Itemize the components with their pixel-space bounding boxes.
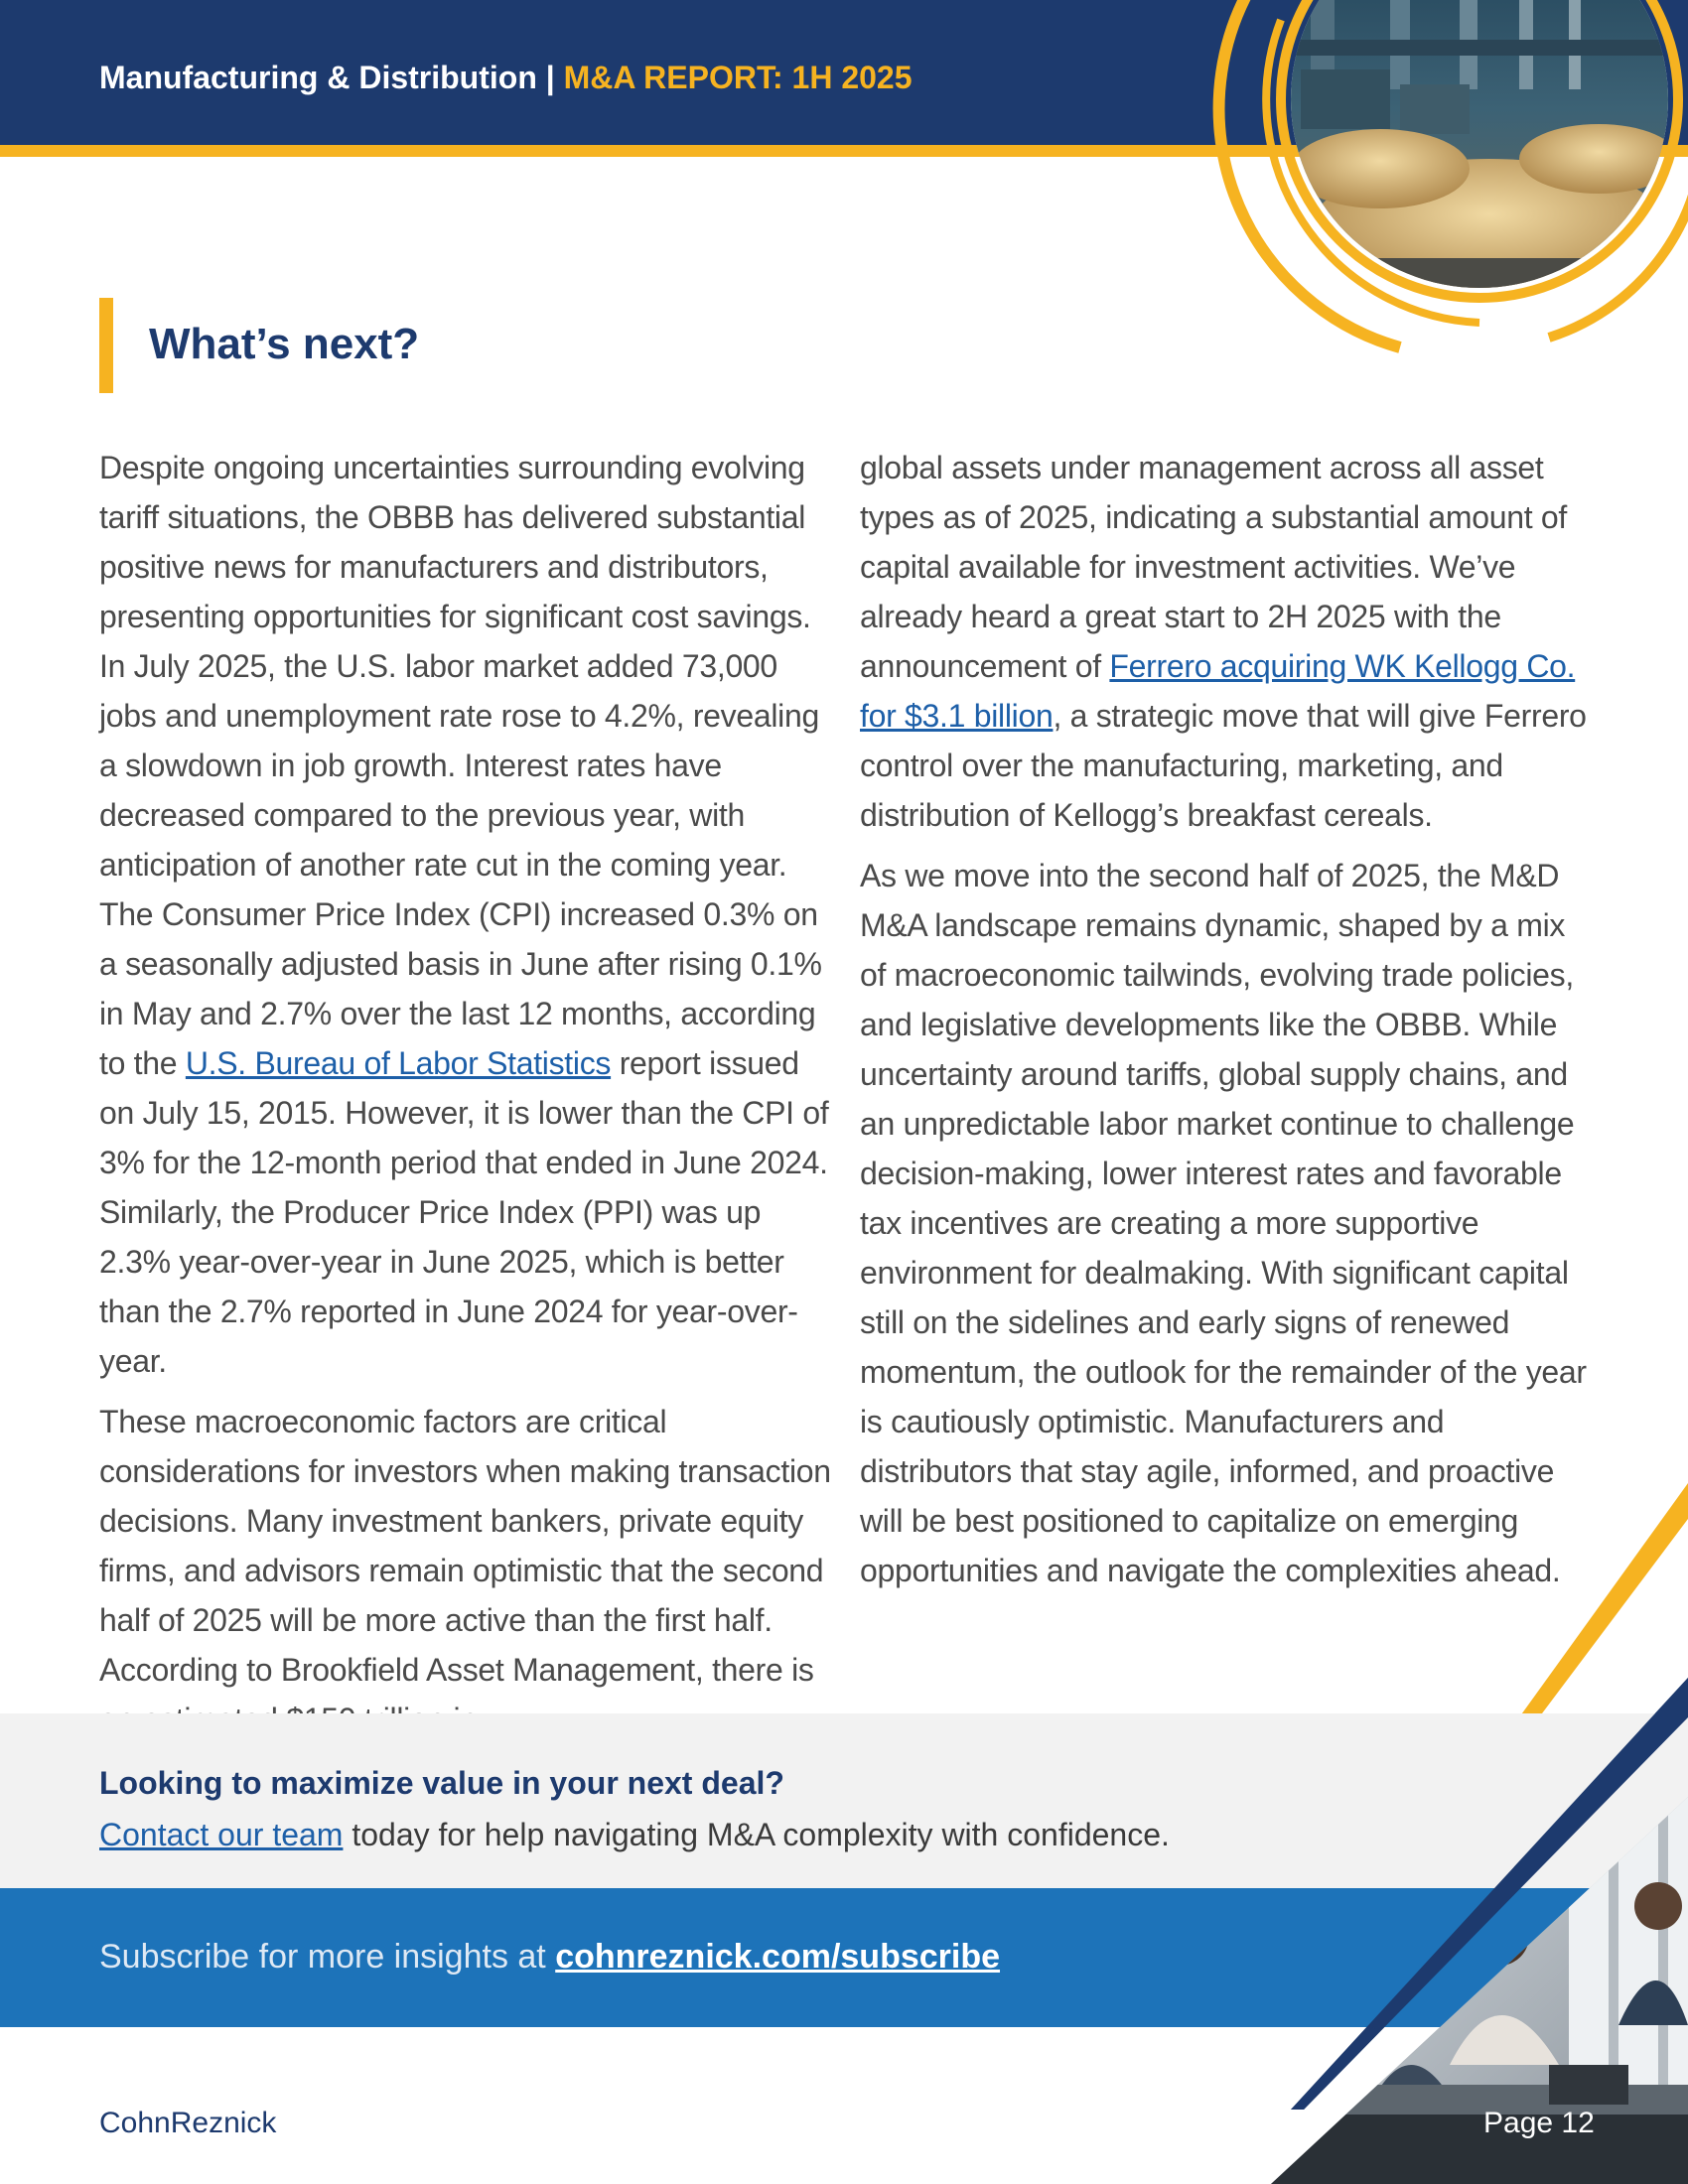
header-title-main: Manufacturing & Distribution: [99, 60, 537, 95]
cta-text: [99, 1817, 1170, 1853]
cta-title: Looking to maximize value in your next deal?: [99, 1765, 784, 1801]
left-p1-text-a: Despite ongoing uncertainties surrounding evolving tariff situations, the OBBB has delivered substantial positive news for manufacturers and distributors, presenting opportunities for significant cost savings. In July 2025, the U.S. labor market added 73,000 jobs and unemployment rate rose to 4.2%, revealing a slowdown in job growth. Interest rates have decreased compared to the previous year, with anticipation of another rate cut in the coming year. The Consumer Price Index (CPI) increased 0.3% on a seasonally adjusted basis in June after rising 0.1% in May and 2.7% over the last 12 months, according to the: [99, 450, 822, 1081]
section-title: What’s next?: [149, 320, 420, 368]
right-paragraph-1: [860, 443, 1595, 840]
bls-link[interactable]: U.S. Bureau of Labor Statistics: [185, 1045, 612, 1081]
right-p1-text-a: global assets under management across all asset types as of 2025, indicating a substantial amount of capital available for investment activities. We’ve already heard a great start to 2H 2025 with the announcement of: [860, 450, 1567, 684]
subscribe-label: Subscribe for more insights at: [99, 1938, 556, 1976]
contact-team-link[interactable]: Contact our team: [99, 1817, 344, 1852]
right-p1-text-b: , a strategic move that will give Ferrero control over the manufacturing, marketing, and distribution of Kellogg’s breakfast cereals.: [860, 698, 1587, 833]
section-accent-bar: [99, 298, 113, 393]
cohnreznick-logo: CohnReznick: [99, 2107, 277, 2139]
grain-factory-photo: [1162, 0, 1688, 357]
header-title: [99, 60, 913, 96]
left-p1-text-b: report issued on July 15, 2015. However, it is lower than the CPI of 3% for the 12-month period that ended in June 2024. Similarly, the Producer Price Index (PPI) was up 2.3% year-over-year in June 2025, which is better than the 2.7% reported in June 2024 for year-over-year.: [99, 1045, 829, 1379]
right-column: [860, 443, 1595, 1606]
left-column: [99, 443, 834, 1755]
header-title-accent: M&A REPORT: 1H 2025: [563, 60, 913, 95]
subscribe-link[interactable]: cohnreznick.com/subscribe: [555, 1938, 1001, 1976]
page-number: Page 12: [1483, 2107, 1595, 2139]
header-separator: |: [536, 60, 564, 95]
cta-text-rest: today for help navigating M&A complexity with confidence.: [343, 1817, 1170, 1852]
subscribe-text: [99, 1938, 1000, 1977]
right-paragraph-2: As we move into the second half of 2025, the M&D M&A landscape remains dynamic, shaped by a mix of macroeconomic tailwinds, evolving trade policies, and legislative developments like the OBBB. While uncertainty around tariffs, global supply chains, and an unpredictable labor market continue to challenge decision-making, lower interest rates and favorable tax incentives are creating a more supportive environment for dealmaking. With significant capital still on the sidelines and early signs of renewed momentum, the outlook for the remainder of the year is cautiously optimistic. Manufacturers and distributors that stay agile, informed, and proactive will be best positioned to capitalize on emerging opportunities and navigate the complexities ahead.: [860, 858, 1587, 1588]
left-paragraph-1: [99, 443, 834, 1386]
meeting-photo-overlay: [1271, 1469, 1688, 2184]
ferrero-link[interactable]: Ferrero acquiring WK Kellogg Co. for $3.1 billion: [860, 648, 1576, 734]
left-paragraph-2: These macroeconomic factors are critical considerations for investors when making transaction decisions. Many investment bankers, private equity firms, and advisors remain optimistic that the second half of 2025 will be more active than the first half. According to Brookfield Asset Management, there is: [99, 1404, 831, 1688]
